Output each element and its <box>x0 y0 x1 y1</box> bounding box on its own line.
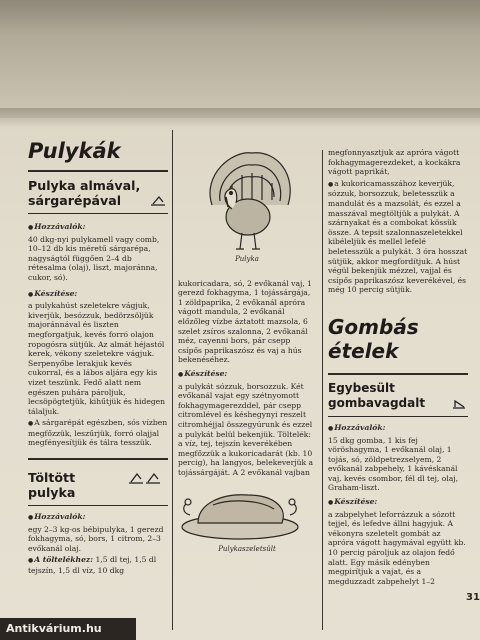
recipe3-method-label: ● Készítése: <box>328 497 377 506</box>
col2-text-1: kukoricadara, só, 2 evőkanál vaj, 1 gerezd fokhagyma, 1 tojássárgája, 1 zöldpaprika, 2 evőkanál apróra vágott mandula, 2 evőkanál előzőleg vízbe áztatott mazsola, 6 szelet zsíros szalonna, 2 evőkanál méz, cayenni bors, pár csepp csípős paprikaszósz és vaj a hús bekenéséhez. <box>178 278 312 365</box>
column-3 <box>328 148 468 588</box>
column-2 <box>178 145 316 555</box>
recipe2-ingredients-label: ● Hozzávalók: <box>28 512 85 521</box>
recipe3-rule <box>328 416 468 417</box>
turkey-illustration <box>192 145 302 255</box>
col3-text-2: ● a kukoricamasszához keverjük, sózzuk, borsozzuk, beletesszük a mandulát és a mazsolát, és ezzel a masszával megtöltjük a pulykát. A szárnyakat és a combokat kössük össze. A tepsit szalonnaszeletekkel kibéleljük és mellel lefelé beletesszük a pulykát. 3 óra hosszat sütjük, akkor megfordítjuk. A húst végül bekenjük mézzel, vajjal és csípős paprikaszósz keverékével, és még 10 percig sütjük. <box>328 179 468 295</box>
recipe3-title-line2: gombavagdalt <box>328 395 426 410</box>
page-number: 31 <box>466 592 480 603</box>
gombas-rule <box>328 373 468 375</box>
gombas-line2: ételek <box>328 338 399 363</box>
filling-label: ● A töltelékhez: <box>28 555 93 564</box>
recipe-rule <box>28 213 168 214</box>
recipe-title-line1: Pulyka almával, <box>28 178 141 193</box>
method-text: a pulykahúst szeletekre vágjuk, kiverjük, besózzuk, bedörzsöljük majoránnával és liszten megforgatjuk, kevés forró olajon ropogósra sütjük. Az almát héjastól kerek, vékony szeletekre vágjuk. Serpenyőbe lerakjuk kevés cukorral, és a lábos aljára egy kis vizet teszünk. Fedő alatt nem egészen puhára pároljuk, lecsöpögtetjük, kihűtjük és hidegen tálaljuk. <box>28 301 166 416</box>
filling-text: 1,5 dl tej, 1,5 dl tejszín, 1,5 dl víz, 10 dkg <box>28 555 157 576</box>
col2-method-text: a pulykát sózzuk, borsozzuk. Két evőkanál vajat egy szétnyomott fokhagymagerezddel, pár csepp citromlével és késhegynyi reszelt citromhéjjal összegyúrunk és ezzel a pulykát belül bekenjük. Töltelék: a víz, tej, tejszín keverékében megfőzzük a kukoricadarát (kb. 10 percig), ha langyos, belekeverjük a tojássárgáját. A 2 evőkanál vajban <box>178 381 314 477</box>
recipe-title-line2: sárgarépával <box>28 193 122 208</box>
recipe3-ingredients-label: ● Hozzávalók: <box>328 423 385 432</box>
watermark: Antikvárium.hu <box>0 618 136 640</box>
page-edge <box>0 108 480 128</box>
col3-text-1: megfonnyasztjuk az apróra vágott fokhagymagerezdeket, a kockákra vágott paprikát, <box>328 148 461 177</box>
ingredients-text: 40 dkg-nyi pulykamell vagy comb, 10–12 db kis méretű sárgarépa, nagyságtól függően 2–4 db rétesalma (olaj), liszt, majoránna, cukor, só). <box>28 234 160 282</box>
recipe3-ingredients-text: 15 dkg gomba, 1 kis fej vöröshagyma, 1 evőkanál olaj, 1 tojás, só, zöldpetrezselyem, 2 evőkanál zabpehely, 1 kávéskanál vaj, kevés csombor, fél dl tej, olaj, Graham-liszt. <box>328 435 459 493</box>
turkey-caption: Pulyka <box>235 255 259 263</box>
roast-caption: Pulykaszeletsült <box>218 545 276 554</box>
difficulty-icon <box>150 194 166 206</box>
method-label: ● Készítése: <box>28 289 77 298</box>
previous-page-shadow <box>0 0 480 118</box>
column-divider-1 <box>172 130 173 630</box>
difficulty-icon <box>452 399 466 409</box>
roast-turkey-illustration <box>178 485 302 545</box>
section-title-gombas <box>328 315 468 363</box>
section-title-pulykak: Pulykák <box>28 139 121 163</box>
gombas-line1: Gombás <box>328 314 419 339</box>
recipe3-title-line1: Egybesült <box>328 380 395 395</box>
title-rule <box>28 170 168 172</box>
recipe-title-toltott-pulyka <box>28 470 168 500</box>
recipe-title-pulyka-almaval <box>28 178 168 208</box>
method-text-2: ● A sárgarépát egészben, sós vízben megfőzzük, leszűrjük, forró olajjal megfényesítjük és tálra tesszük. <box>28 418 168 448</box>
recipe2-ingredients-text: egy 2–3 kg-os bébipulyka, 1 gerezd fokhagyma, só, bors, 1 citrom, 2–3 evőkanál olaj. <box>28 524 164 553</box>
recipe-title-egybesult <box>328 381 468 411</box>
recipe2-title-line2: pulyka <box>28 485 76 501</box>
difficulty-icon <box>128 470 162 484</box>
recipe-separator <box>28 458 168 460</box>
ingredients-label: ● Hozzávalók: <box>28 222 85 231</box>
recipe3-method-text: a zabpelyhet leforrázzuk a sózott tejjel, és lefedve állni hagyjuk. A vékonyra szeletelt gombát az apróra vágott hagymával együtt kb. 10 percig pároljuk az olajon fedő alatt. Egy másik edényben megpirítjuk a vajat, és a megduzzadt zabpehelyt 1–2 <box>328 509 466 586</box>
col2-method-label: ● Készítése: <box>178 369 227 378</box>
column-1 <box>28 140 168 578</box>
recipe2-title-line1: Töltött <box>28 470 76 486</box>
column-divider-2 <box>322 150 323 630</box>
recipe2-rule <box>28 505 168 506</box>
